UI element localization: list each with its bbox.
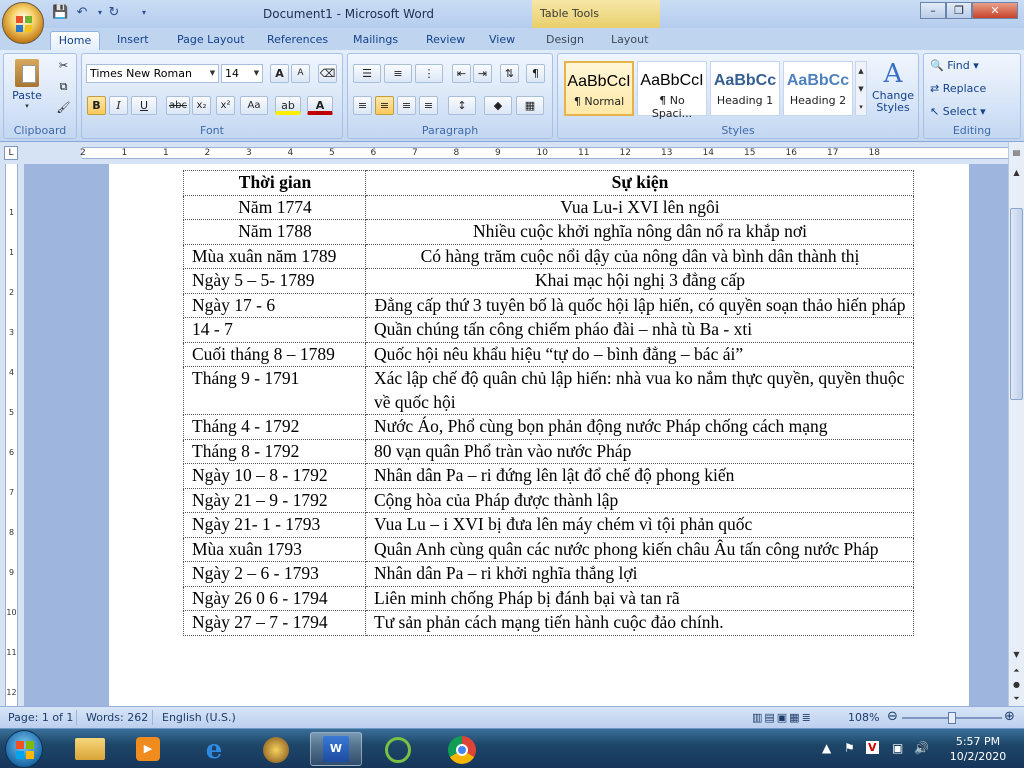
tab-mailings[interactable]: Mailings xyxy=(353,33,399,46)
cut-icon[interactable]: ✂ xyxy=(58,59,69,72)
superscript-button[interactable]: x² xyxy=(216,96,235,115)
next-page-icon[interactable]: ⏷ xyxy=(1013,694,1020,703)
minimize-button[interactable]: – xyxy=(920,2,946,19)
strikethrough-button[interactable]: abc xyxy=(166,96,190,115)
ruler-mark: 13 xyxy=(661,148,673,158)
table-row xyxy=(184,488,914,513)
word-count[interactable]: Words: 262 xyxy=(86,711,149,724)
zoom-out-icon[interactable]: ⊖ xyxy=(887,709,898,724)
ruler-mark: 8 xyxy=(8,528,15,537)
style-preview: AaBbCcI xyxy=(567,73,631,90)
font-name-value: Times New Roman xyxy=(90,67,192,80)
table-row xyxy=(184,537,914,562)
office-button[interactable] xyxy=(2,2,44,44)
ribbon xyxy=(0,50,1024,142)
ruler-mark: 4 xyxy=(8,368,15,377)
zoom-slider[interactable] xyxy=(902,717,1002,719)
event-cell[interactable]: Vua Lu-i XVI lên ngôi xyxy=(366,195,914,220)
event-cell[interactable]: Vua Lu – i XVI bị đưa lên máy chém vì tội phản quốc xyxy=(366,513,914,538)
align-center-icon[interactable]: ≡ xyxy=(375,96,394,115)
table-row xyxy=(184,220,914,245)
tab-review[interactable]: Review xyxy=(426,33,466,46)
time-cell[interactable]: Cuối tháng 8 – 1789 xyxy=(184,342,366,367)
ruler-mark: 1 xyxy=(121,148,128,158)
undo-dropdown-icon[interactable]: ▾ xyxy=(97,8,102,17)
ruler-mark: 18 xyxy=(868,148,880,158)
ruler-mark: 11 xyxy=(578,148,590,158)
document-page[interactable] xyxy=(109,164,969,706)
style-name: ¶ Normal xyxy=(573,95,625,108)
style-heading-1[interactable] xyxy=(710,61,780,116)
time-cell[interactable]: Ngày 5 – 5- 1789 xyxy=(184,269,366,294)
ruler-mark: 10 xyxy=(6,608,17,617)
time-cell[interactable]: 14 - 7 xyxy=(184,318,366,343)
styles-group-label: Styles xyxy=(721,124,755,137)
find-button[interactable]: 🔍 Find ▾ xyxy=(930,59,979,72)
media-player-icon[interactable]: ▶ xyxy=(122,732,174,766)
paste-icon xyxy=(15,59,39,87)
ruler-mark: 12 xyxy=(619,148,631,158)
time-cell[interactable]: Năm 1788 xyxy=(184,220,366,245)
event-cell[interactable]: Nhân dân Pa – ri đứng lên lật đổ chế độ phong kiến xyxy=(366,464,914,489)
font-size-value: 14 xyxy=(225,67,239,80)
ruler-mark: 1 xyxy=(8,248,15,257)
time-cell[interactable]: Tháng 9 - 1791 xyxy=(184,367,366,415)
grow-font-label: A xyxy=(275,67,284,80)
change-styles-icon: A xyxy=(883,59,903,89)
ruler-mark: 1 xyxy=(8,208,15,217)
start-button[interactable] xyxy=(5,730,43,768)
paste-label: Paste xyxy=(12,89,42,102)
increase-indent-icon[interactable]: ⇥ xyxy=(473,64,492,83)
font-name-combo[interactable] xyxy=(86,64,219,83)
ruler-mark: 16 xyxy=(785,148,797,158)
ruler-mark: 7 xyxy=(412,148,418,158)
network-icon[interactable]: ▣ xyxy=(892,741,904,755)
format-painter-icon[interactable]: 🖌 xyxy=(56,101,71,114)
ruler-mark: 5 xyxy=(329,148,335,158)
ruler-mark: 3 xyxy=(246,148,252,158)
maximize-button[interactable]: ❐ xyxy=(946,2,972,19)
clipboard-group xyxy=(3,53,77,139)
vertical-ruler[interactable] xyxy=(0,164,24,706)
close-button[interactable]: ✕ xyxy=(972,2,1018,19)
select-label: Select xyxy=(942,105,977,118)
table-row xyxy=(184,318,914,343)
event-cell[interactable]: Nhân dân Pa – ri khởi nghĩa thắng lợi xyxy=(366,562,914,587)
window-title: Document1 - Microsoft Word xyxy=(263,7,435,21)
find-label: Find xyxy=(947,59,970,72)
view-buttons-icon[interactable]: ▥▤▣▦≣ xyxy=(752,711,813,724)
table-row xyxy=(184,367,914,415)
event-cell[interactable]: Liên minh chống Pháp bị đánh bại và tan rã xyxy=(366,586,914,611)
table-row xyxy=(184,244,914,269)
header-event[interactable]: Sự kiện xyxy=(366,171,914,196)
time-cell[interactable]: Ngày 21 – 9 - 1792 xyxy=(184,488,366,513)
replace-icon: ⇄ xyxy=(930,82,940,95)
italic-button[interactable]: I xyxy=(109,96,128,115)
chrome-icon[interactable] xyxy=(436,732,488,766)
underline-button[interactable]: U xyxy=(131,96,157,115)
multilevel-list-icon[interactable]: ⋮ xyxy=(415,64,443,83)
style-name: ¶ No Spaci... xyxy=(651,94,693,120)
time-cell[interactable]: Ngày 2 – 6 - 1793 xyxy=(184,562,366,587)
language[interactable]: English (U.S.) xyxy=(162,711,236,724)
style-heading-2[interactable] xyxy=(783,61,853,116)
decrease-indent-icon[interactable]: ⇤ xyxy=(452,64,471,83)
event-cell[interactable]: Nhiều cuộc khởi nghĩa nông dân nổ ra khắp nơi xyxy=(366,220,914,245)
table-row xyxy=(184,611,914,636)
show-formatting-icon[interactable]: ¶ xyxy=(526,64,545,83)
highlight-icon[interactable]: ab xyxy=(275,96,301,115)
subscript-button[interactable]: x₂ xyxy=(192,96,211,115)
ruler-mark: 8 xyxy=(453,148,460,158)
ruler-mark: 10 xyxy=(536,148,548,158)
tab-selector[interactable] xyxy=(0,142,24,164)
volume-icon[interactable]: 🔊 xyxy=(914,741,929,755)
ruler-mark: 6 xyxy=(370,148,377,158)
font-color-icon[interactable]: A xyxy=(307,96,333,115)
time-cell[interactable]: Ngày 27 – 7 - 1794 xyxy=(184,611,366,636)
font-group-label: Font xyxy=(200,124,224,137)
style-preview: AaBbCc xyxy=(786,72,850,89)
table-row xyxy=(184,464,914,489)
paragraph-group xyxy=(347,53,553,139)
tab-layout[interactable]: Layout xyxy=(611,33,649,46)
tab-view[interactable]: View xyxy=(489,33,516,46)
event-cell[interactable]: Đẳng cấp thứ 3 tuyên bố là quốc hội lập hiến, có quyền soạn thảo hiến pháp xyxy=(366,293,914,318)
document-area xyxy=(24,164,1008,706)
save-icon[interactable]: 💾 xyxy=(52,5,69,20)
clock-date: 10/2/2020 xyxy=(949,750,1007,763)
browse-object-icon[interactable]: ● xyxy=(1013,680,1020,689)
style-preview: AaBbCc xyxy=(713,72,777,89)
show-hidden-icons[interactable]: ▲ xyxy=(822,741,832,755)
table-row xyxy=(184,439,914,464)
tab-page-layout[interactable]: Page Layout xyxy=(177,33,245,46)
sort-icon[interactable]: ⇅ xyxy=(500,64,519,83)
align-right-icon[interactable]: ≡ xyxy=(397,96,416,115)
redo-icon[interactable]: ↻ xyxy=(108,5,120,20)
internet-explorer-icon[interactable]: e xyxy=(205,735,223,765)
clock-time: 5:57 PM xyxy=(955,735,1001,748)
style-name: Heading 2 xyxy=(789,94,847,107)
time-cell[interactable]: Mùa xuân năm 1789 xyxy=(184,244,366,269)
word-taskbar-icon[interactable]: W xyxy=(310,732,362,766)
time-cell[interactable]: Mùa xuân 1793 xyxy=(184,537,366,562)
chevron-down-icon: ▼ xyxy=(209,69,216,77)
style-name: Heading 1 xyxy=(716,94,774,107)
table-row xyxy=(184,269,914,294)
shrink-font-label: A xyxy=(297,68,304,78)
ruler-mark: 6 xyxy=(8,448,15,457)
ruler-mark: 2 xyxy=(204,148,211,158)
table-row xyxy=(184,562,914,587)
style-normal[interactable] xyxy=(564,61,634,116)
justify-icon[interactable]: ≡ xyxy=(419,96,438,115)
editing-group xyxy=(923,53,1021,139)
time-cell[interactable]: Ngày 26 0 6 - 1794 xyxy=(184,586,366,611)
event-cell[interactable]: Tư sản phản cách mạng tiến hành cuộc đảo chính. xyxy=(366,611,914,636)
time-cell[interactable]: Năm 1774 xyxy=(184,195,366,220)
ruler-mark: 1 xyxy=(163,148,169,158)
time-cell[interactable]: Tháng 4 - 1792 xyxy=(184,415,366,440)
header-time[interactable]: Thời gian xyxy=(184,171,366,196)
shading-icon[interactable]: ◆ xyxy=(484,96,512,115)
event-cell[interactable]: Khai mạc hội nghị 3 đẳng cấp xyxy=(366,269,914,294)
time-cell[interactable]: Tháng 8 - 1792 xyxy=(184,439,366,464)
ruler-mark: 14 xyxy=(702,148,714,158)
table-row xyxy=(184,293,914,318)
change-styles-button[interactable] xyxy=(870,58,916,114)
greenshot-icon[interactable] xyxy=(372,732,424,766)
binoculars-icon: 🔍 xyxy=(930,59,944,72)
tab-stop-icon: L xyxy=(4,146,18,160)
ruler-mark: 5 xyxy=(8,408,15,417)
office-logo-icon xyxy=(14,14,34,34)
event-cell[interactable]: Quốc hội nêu khẩu hiệu “tự do – bình đẳng – bác ái” xyxy=(366,342,914,367)
tab-home[interactable]: Home xyxy=(50,31,100,50)
font-size-combo[interactable] xyxy=(221,64,263,83)
scroll-thumb[interactable] xyxy=(1010,208,1023,400)
tab-insert[interactable]: Insert xyxy=(117,33,149,46)
status-bar xyxy=(0,706,1024,728)
clock[interactable] xyxy=(938,734,1018,764)
clear-formatting-icon[interactable]: ⌫ xyxy=(318,64,337,83)
table-tools-label: Table Tools xyxy=(532,0,660,28)
zoom-slider-thumb[interactable] xyxy=(948,712,956,724)
event-cell[interactable]: 80 vạn quân Phổ tràn vào nước Pháp xyxy=(366,439,914,464)
photo-app-icon[interactable] xyxy=(250,732,302,766)
editing-group-label: Editing xyxy=(952,124,992,137)
grow-font-button[interactable] xyxy=(270,64,289,83)
numbering-icon[interactable]: ≡ xyxy=(384,64,412,83)
paragraph-group-label: Paragraph xyxy=(421,124,479,137)
event-cell[interactable]: Xác lập chế độ quân chủ lập hiến: nhà vua ko nắm thực quyền, quyền thuộc về quốc hội xyxy=(366,367,914,415)
undo-icon[interactable]: ↶ xyxy=(76,5,88,20)
paste-button[interactable]: Paste ▾ xyxy=(10,57,44,113)
previous-page-icon[interactable]: ⏶ xyxy=(1013,666,1020,675)
style-preview: AaBbCcI xyxy=(640,72,704,89)
cursor-icon: ↖ xyxy=(930,105,940,118)
page-count[interactable]: Page: 1 of 1 xyxy=(8,711,74,724)
font-group xyxy=(81,53,343,139)
table-row xyxy=(184,195,914,220)
styles-scroll[interactable]: ▲ ▼ ▾ xyxy=(855,61,867,116)
table-row xyxy=(184,342,914,367)
event-cell[interactable]: Có hàng trăm cuộc nổi dậy của nông dân và bình dân thành thị xyxy=(366,244,914,269)
tab-design[interactable]: Design xyxy=(546,33,584,46)
event-cell[interactable]: Nước Áo, Phổ cùng bọn phản động nước Pháp chống cách mạng xyxy=(366,415,914,440)
table-row xyxy=(184,415,914,440)
ruler-mark: 2 xyxy=(80,148,86,158)
antivirus-icon[interactable]: V xyxy=(868,741,877,754)
ruler-mark: 7 xyxy=(8,488,15,497)
zoom-level[interactable]: 108% xyxy=(848,711,880,724)
line-spacing-icon[interactable]: ↕ xyxy=(448,96,476,115)
style-no-spacing[interactable] xyxy=(637,61,707,120)
customize-qat-icon[interactable]: ▾ xyxy=(141,8,146,17)
ruler-toggle-icon[interactable]: ▤ xyxy=(1012,148,1021,157)
taskbar xyxy=(0,728,1024,768)
horizontal-ruler[interactable] xyxy=(24,142,1008,164)
change-styles-label: Change Styles xyxy=(871,89,915,114)
vertical-scrollbar[interactable] xyxy=(1008,142,1024,706)
zoom-in-icon[interactable]: ⊕ xyxy=(1004,709,1015,724)
bold-button[interactable]: B xyxy=(87,96,106,115)
title-bar xyxy=(0,0,1024,28)
borders-icon[interactable]: ▦ xyxy=(516,96,544,115)
ruler-track xyxy=(5,164,18,706)
scroll-down-icon[interactable]: ▼ xyxy=(1013,650,1020,659)
replace-label: Replace xyxy=(942,82,987,95)
ribbon-tabs xyxy=(0,28,1024,50)
windows-logo-icon xyxy=(15,740,35,760)
divider xyxy=(76,710,77,725)
time-cell[interactable]: Ngày 10 – 8 - 1792 xyxy=(184,464,366,489)
flag-icon[interactable]: ⚑ xyxy=(844,741,855,755)
divider xyxy=(152,710,153,725)
table-row xyxy=(184,586,914,611)
time-cell[interactable]: Ngày 21- 1 - 1793 xyxy=(184,513,366,538)
explorer-icon[interactable] xyxy=(64,732,116,766)
tab-references[interactable]: References xyxy=(267,33,329,46)
event-cell[interactable]: Cộng hòa của Pháp được thành lập xyxy=(366,488,914,513)
ruler-mark: 12 xyxy=(6,688,17,697)
ruler-mark: 2 xyxy=(8,288,15,297)
scroll-up-icon[interactable]: ▲ xyxy=(1013,168,1020,177)
change-case-button[interactable]: Aa xyxy=(240,96,268,115)
replace-button[interactable] xyxy=(930,82,986,95)
ruler-mark: 9 xyxy=(8,568,15,577)
ruler-mark: 17 xyxy=(827,148,839,158)
shrink-font-button[interactable] xyxy=(291,64,310,83)
event-cell[interactable]: Quân Anh cùng quân các nước phong kiến châu Âu tấn công nước Pháp xyxy=(366,537,914,562)
events-table[interactable] xyxy=(183,170,914,636)
align-left-icon[interactable]: ≡ xyxy=(353,96,372,115)
bullets-icon[interactable]: ☰ xyxy=(353,64,381,83)
select-button[interactable]: ↖ Select ▾ xyxy=(930,105,986,118)
ruler-mark: 3 xyxy=(8,328,15,337)
ruler-mark: 9 xyxy=(495,148,501,158)
table-header-row xyxy=(184,171,914,196)
clipboard-label: Clipboard xyxy=(13,124,67,137)
styles-group xyxy=(557,53,919,139)
table-row xyxy=(184,513,914,538)
ruler-mark: 4 xyxy=(287,148,294,158)
copy-icon[interactable]: ⧉ xyxy=(59,80,68,93)
chevron-down-icon: ▼ xyxy=(253,69,260,77)
event-cell[interactable]: Quần chúng tấn công chiếm pháo đài – nhà tù Ba - xti xyxy=(366,318,914,343)
ruler-mark: 11 xyxy=(6,648,17,657)
ruler-mark: 15 xyxy=(744,148,756,158)
time-cell[interactable]: Ngày 17 - 6 xyxy=(184,293,366,318)
